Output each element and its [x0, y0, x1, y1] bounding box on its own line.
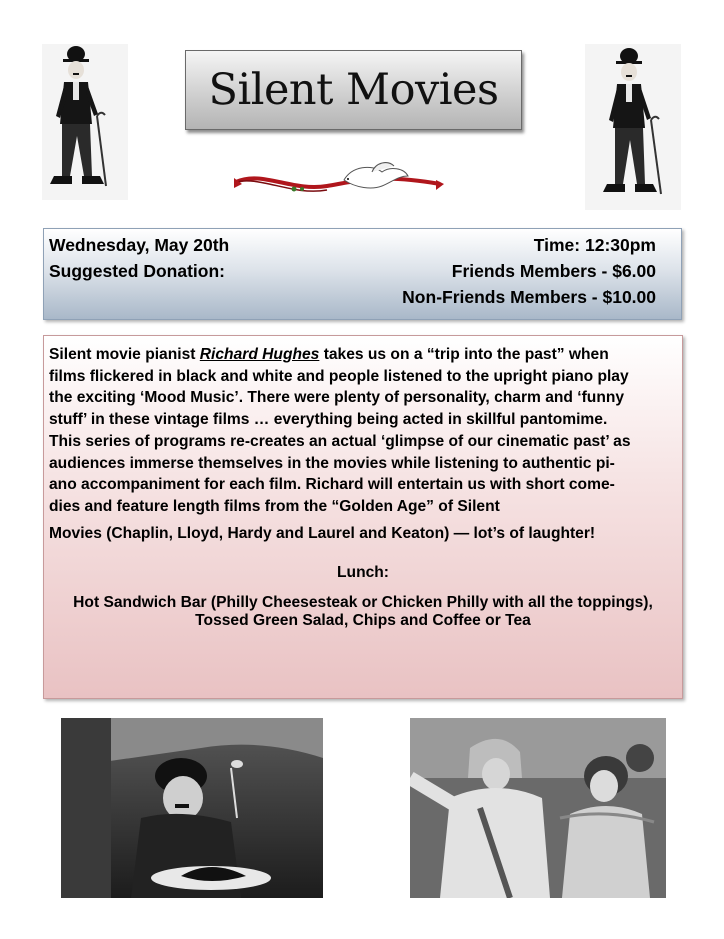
friends-price: Friends Members - $6.00: [451, 261, 656, 281]
dove-ribbon-ornament: [232, 162, 444, 206]
donation-label: Suggested Donation:: [49, 261, 225, 281]
chaplin-figure-right: [585, 44, 681, 210]
event-info-box: [43, 228, 682, 320]
event-time: Time: 12:30pm: [533, 235, 656, 255]
description-paragraph: [49, 344, 681, 544]
description-line: dies and feature length films from the “Golden Age” of Silent: [49, 497, 500, 515]
page-title: Silent Movies: [208, 65, 499, 115]
sheik-photo-illustration: [410, 718, 666, 898]
description-text: Silent movie pianist: [49, 346, 200, 363]
description-line: the exciting ‘Mood Music’. There were plenty of personality, charm and ‘funny: [49, 389, 625, 407]
chaplin-photo-illustration: [61, 718, 323, 898]
lunch-heading: Lunch:: [337, 564, 389, 581]
description-line: Movies (Chaplin, Lloyd, Hardy and Laurel and Keaton) — lot’s of laughter!: [49, 524, 596, 542]
chaplin-left-illustration: [42, 44, 128, 200]
description-line: films flickered in black and white and people listened to the upright piano play: [49, 367, 629, 385]
title-banner: [185, 50, 522, 130]
chaplin-eating-photo: [61, 718, 323, 898]
description-line: audiences immerse themselves in the movies while listening to authentic pi-: [49, 454, 615, 472]
lunch-menu-line: Hot Sandwich Bar (Philly Cheesesteak or Chicken Philly with all the toppings),: [73, 594, 653, 611]
description-box: [43, 335, 683, 699]
event-date: Wednesday, May 20th: [49, 235, 230, 255]
description-line: This series of programs re-creates an actual ‘glimpse of our cinematic past’ as: [49, 432, 631, 450]
pianist-name: Richard Hughes: [199, 346, 320, 363]
description-line: [49, 344, 681, 366]
non-friends-price: Non-Friends Members - $10.00: [402, 287, 656, 307]
description-line: stuff’ in these vintage films … everything being acted in skillful pantomime.: [49, 411, 608, 429]
description-text: takes us on a “trip into the past” when: [319, 346, 609, 363]
chaplin-right-illustration: [585, 44, 681, 210]
sheik-film-still-photo: [410, 718, 666, 898]
chaplin-figure-left: [42, 44, 128, 200]
lunch-menu-line: Tossed Green Salad, Chips and Coffee or Tea: [195, 612, 531, 629]
description-line: ano accompaniment for each film. Richard will entertain us with short come-: [49, 476, 615, 494]
